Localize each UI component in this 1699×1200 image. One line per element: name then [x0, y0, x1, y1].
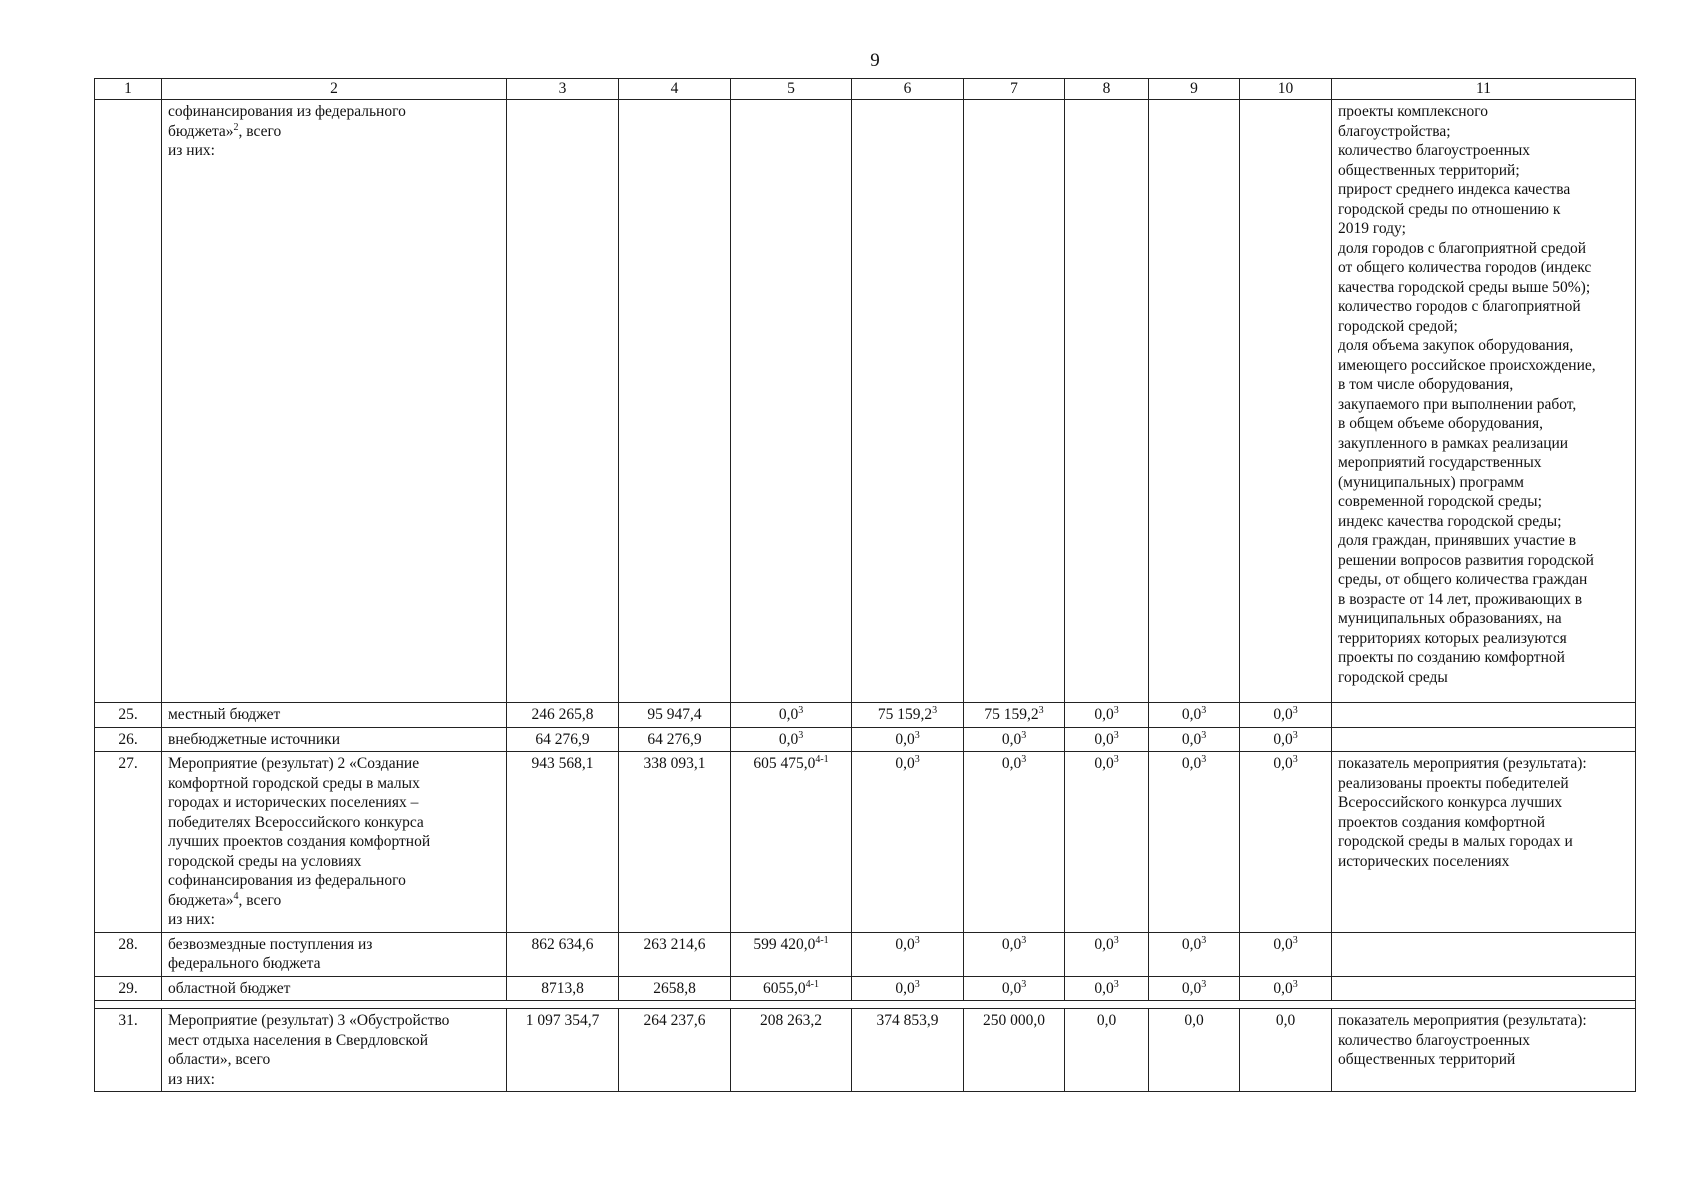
footnote-ref: 3 — [1021, 729, 1027, 741]
value-cell-col-6 — [852, 976, 964, 1001]
row-number-cell: 29. — [95, 976, 162, 1001]
row-number-cell: 27. — [95, 752, 162, 933]
row-number-cell: 25. — [95, 703, 162, 728]
value-cell-col-7 — [964, 1009, 1065, 1092]
value-cell-col-9 — [1149, 752, 1240, 933]
value: 0,0 — [895, 755, 915, 772]
footnote-ref: 3 — [1038, 704, 1044, 716]
value: 0,0 — [1094, 706, 1114, 723]
table-row — [95, 932, 1636, 976]
value: 0,0 — [1275, 1012, 1296, 1029]
footnote-ref: 3 — [1113, 978, 1119, 990]
column-header-4: 4 — [619, 79, 731, 100]
event-name-cell — [162, 976, 507, 1001]
value-cell-col-4 — [619, 727, 731, 752]
footnote-ref: 3 — [1292, 704, 1298, 716]
column-header-2: 2 — [162, 79, 507, 100]
value: 0,0 — [1094, 730, 1114, 748]
row-number-cell: 28. — [95, 932, 162, 976]
value-cell-col-3 — [507, 976, 619, 1001]
value: 0,0 — [1181, 706, 1202, 723]
value: 95 947,4 — [647, 706, 702, 723]
value-cell-col-4 — [619, 976, 731, 1001]
value: 250 000,0 — [983, 1012, 1045, 1029]
event-name-cell — [162, 100, 507, 703]
value: 0,0 — [1001, 979, 1022, 997]
column-header-1: 1 — [95, 79, 162, 100]
indicator-cell: проекты комплексного благоустройства; количество благоустроенных общественных территорий; прирост среднего индекса качества городской среды по отношению к 2019 году; доля городов с благоприятной средой от общего количества городов (индекс качества городской среды выше 50%); количество городов с благоприятной городской средой; доля объема закупок оборудования, имеющего российское происхождение, в том числе оборудования, закупаемого при выполнении работ, в общем объеме оборудования, закупленного в рамках реализации мероприятий государственных (муниципальных) программ современной городской среды; индекс качества городской среды; доля граждан, принявших участие в решении вопросов развития городской среды, от общего количества граждан в возрасте от 14 лет, проживающих в муниципальных образованиях, на территориях которых реализуются проекты по созданию комфортной городской среды — [1332, 100, 1636, 703]
column-header-11: 11 — [1332, 79, 1636, 100]
event-name-cell — [162, 727, 507, 752]
value: 0,0 — [1181, 755, 1202, 772]
value: 208 263,2 — [760, 1012, 822, 1029]
footnote-ref: 3 — [914, 729, 920, 741]
footnote-ref: 3 — [1292, 753, 1298, 765]
column-header-6: 6 — [852, 79, 964, 100]
value: 0,0 — [1273, 730, 1293, 748]
footnote-ref: 3 — [1113, 753, 1119, 765]
footnote-ref: 3 — [1113, 934, 1119, 946]
value: 862 634,6 — [531, 935, 594, 953]
column-header-9: 9 — [1149, 79, 1240, 100]
value-cell-col-3 — [507, 932, 619, 976]
value-cell-col-10 — [1240, 727, 1332, 752]
footnote-ref: 3 — [914, 753, 920, 765]
value: 75 159,2 — [877, 706, 933, 723]
value: 0,0 — [1181, 935, 1202, 953]
value-cell-col-8 — [1065, 727, 1149, 752]
value-cell-col-10 — [1240, 932, 1332, 976]
value: 0,0 — [895, 730, 915, 748]
value-cell-col-3 — [507, 1009, 619, 1092]
footnote-ref: 3 — [1113, 704, 1119, 716]
event-name: внебюджетные источники — [168, 730, 340, 748]
value-cell-col-5 — [731, 932, 852, 976]
value-cell-col-6 — [852, 1009, 964, 1092]
continuation-text-after: , всего из них: — [168, 122, 282, 159]
value: 64 276,9 — [647, 730, 702, 748]
table-row — [95, 976, 1636, 1001]
value: 374 853,9 — [876, 1012, 939, 1029]
value: 0,0 — [1273, 935, 1293, 953]
value: 0,0 — [1273, 755, 1293, 772]
footnote-ref: 4-1 — [805, 978, 819, 990]
value: 0,0 — [1094, 979, 1114, 997]
event-name: безвозмездные поступления из федерального бюджета — [168, 935, 373, 972]
event-name-after: , всего из них: — [168, 891, 282, 928]
row-separator — [95, 1001, 1636, 1009]
indicator-cell — [1332, 703, 1636, 728]
value-cell-col-5 — [731, 976, 852, 1001]
footnote-ref: 3 — [1201, 729, 1207, 741]
budget-table — [94, 78, 1636, 1092]
event-name-cell — [162, 932, 507, 976]
value: 264 237,6 — [643, 1012, 706, 1029]
footnote-ref: 3 — [1292, 934, 1298, 946]
value: 0,0 — [1094, 755, 1114, 772]
value: 0,0 — [778, 706, 799, 723]
footnote-ref: 3 — [1021, 753, 1027, 765]
value: 0,0 — [895, 935, 915, 953]
value-cell-col-5 — [731, 1009, 852, 1092]
value: 0,0 — [1096, 1012, 1117, 1029]
event-name-cell — [162, 1009, 507, 1092]
footnote-ref: 2 — [233, 121, 239, 133]
footnote-ref: 3 — [1201, 978, 1207, 990]
value: 64 276,9 — [535, 730, 590, 748]
value-cell-col-6 — [852, 932, 964, 976]
footnote-ref: 3 — [1113, 729, 1119, 741]
value: 599 420,0 — [753, 935, 816, 953]
footnote-ref: 3 — [1292, 729, 1298, 741]
indicator-cell — [1332, 727, 1636, 752]
value: 246 265,8 — [531, 706, 594, 723]
value-cell-col-7 — [964, 752, 1065, 933]
table-row — [95, 703, 1636, 728]
footnote-ref: 3 — [1292, 978, 1298, 990]
value-cell-col-9 — [1149, 703, 1240, 728]
event-name: Мероприятие (результат) 3 «Обустройство мест отдыха населения в Свердловской области», всего из них: — [168, 1012, 450, 1088]
value-cell-col-8 — [1065, 703, 1149, 728]
value-cell-col-4 — [619, 703, 731, 728]
value: 0,0 — [1001, 935, 1022, 953]
value-cell-col-10 — [1240, 976, 1332, 1001]
value: 2658,8 — [653, 979, 696, 997]
row-number-cell — [95, 100, 162, 703]
event-name: Мероприятие (результат) 2 «Создание комфортной городской среды в малых городах и исторических поселениях – победителях Всероссийского конкурса лучших проектов создания комфортной городской среды на условиях софинансирования из федерального бюджета» — [168, 755, 431, 909]
event-name-cell — [162, 703, 507, 728]
value-cell-col-5 — [731, 703, 852, 728]
value-cell-col-4 — [619, 1009, 731, 1092]
footnote-ref: 4-1 — [815, 753, 829, 765]
value: 0,0 — [1001, 730, 1022, 748]
footnote-ref: 3 — [914, 934, 920, 946]
footnote-ref: 3 — [1201, 753, 1207, 765]
indicator-cell — [1332, 976, 1636, 1001]
value: 0,0 — [1181, 979, 1202, 997]
value: 0,0 — [1273, 979, 1293, 997]
footnote-ref: 3 — [1201, 934, 1207, 946]
value: 0,0 — [1001, 755, 1022, 772]
value-cell-col-3 — [507, 703, 619, 728]
value: 943 568,1 — [531, 755, 594, 772]
row-number-cell: 31. — [95, 1009, 162, 1092]
value: 0,0 — [1181, 730, 1202, 748]
value-cell-col-4 — [619, 752, 731, 933]
value-cell-col-8 — [1065, 976, 1149, 1001]
value-cell-col-9 — [1149, 727, 1240, 752]
value-cell-col-7 — [964, 932, 1065, 976]
value: 0,0 — [778, 730, 799, 748]
column-header-5: 5 — [731, 79, 852, 100]
value: 6055,0 — [763, 979, 806, 997]
footnote-ref: 3 — [932, 704, 938, 716]
value-cell-col-5 — [731, 727, 852, 752]
value-cell-col-10 — [1240, 703, 1332, 728]
value-cell-col-9 — [1149, 1009, 1240, 1092]
value-cell-col-7 — [964, 976, 1065, 1001]
column-number-header-row — [95, 79, 1636, 100]
value-cell-col-8 — [1065, 752, 1149, 933]
column-header-10: 10 — [1240, 79, 1332, 100]
table-row — [95, 1009, 1636, 1092]
value-cell-col-10 — [1240, 1009, 1332, 1092]
page-number: 9 — [870, 50, 880, 71]
value-cell-col-3 — [507, 727, 619, 752]
column-header-3: 3 — [507, 79, 619, 100]
value: 338 093,1 — [643, 755, 706, 772]
value-cell-col-6 — [852, 752, 964, 933]
footnote-ref: 4 — [233, 890, 239, 902]
column-header-8: 8 — [1065, 79, 1149, 100]
value: 75 159,2 — [984, 706, 1039, 723]
value-cell-col-9 — [1149, 932, 1240, 976]
footnote-ref: 3 — [1201, 704, 1207, 716]
row-number-cell: 26. — [95, 727, 162, 752]
value-cell-col-8 — [1065, 932, 1149, 976]
indicator-cell: показатель мероприятия (результата): количество благоустроенных общественных территорий — [1332, 1009, 1636, 1092]
footnote-ref: 3 — [798, 704, 804, 716]
table-row — [95, 752, 1636, 933]
indicator-cell: показатель мероприятия (результата): реализованы проекты победителей Всероссийского конкурса лучших проектов создания комфортной городской среды в малых городах и исторических поселениях — [1332, 752, 1636, 933]
value-cell-col-4 — [619, 932, 731, 976]
column-header-7: 7 — [964, 79, 1065, 100]
footnote-ref: 3 — [1021, 934, 1027, 946]
continuation-row — [95, 100, 1636, 703]
value-cell-col-6 — [852, 703, 964, 728]
footnote-ref: 3 — [914, 978, 920, 990]
value: 8713,8 — [541, 979, 584, 997]
footnote-ref: 3 — [798, 729, 804, 741]
value: 605 475,0 — [753, 755, 816, 772]
footnote-ref: 4-1 — [815, 934, 829, 946]
value-cell-col-3 — [507, 752, 619, 933]
event-name: областной бюджет — [168, 979, 291, 997]
value-cell-col-6 — [852, 727, 964, 752]
value-cell-col-7 — [964, 703, 1065, 728]
value: 1 097 354,7 — [525, 1012, 600, 1029]
value-cell-col-10 — [1240, 752, 1332, 933]
value: 0,0 — [1273, 706, 1293, 723]
continuation-text: софинансирования из федерального бюджета» — [168, 103, 406, 140]
event-name-cell — [162, 752, 507, 933]
value: 263 214,6 — [643, 935, 706, 953]
event-name: местный бюджет — [168, 706, 281, 723]
table-row — [95, 727, 1636, 752]
value: 0,0 — [895, 979, 915, 997]
indicator-cell — [1332, 932, 1636, 976]
value: 0,0 — [1184, 1012, 1204, 1029]
value-cell-col-9 — [1149, 976, 1240, 1001]
value-cell-col-8 — [1065, 1009, 1149, 1092]
value-cell-col-7 — [964, 727, 1065, 752]
footnote-ref: 3 — [1021, 978, 1027, 990]
value-cell-col-5 — [731, 752, 852, 933]
value: 0,0 — [1094, 935, 1114, 953]
